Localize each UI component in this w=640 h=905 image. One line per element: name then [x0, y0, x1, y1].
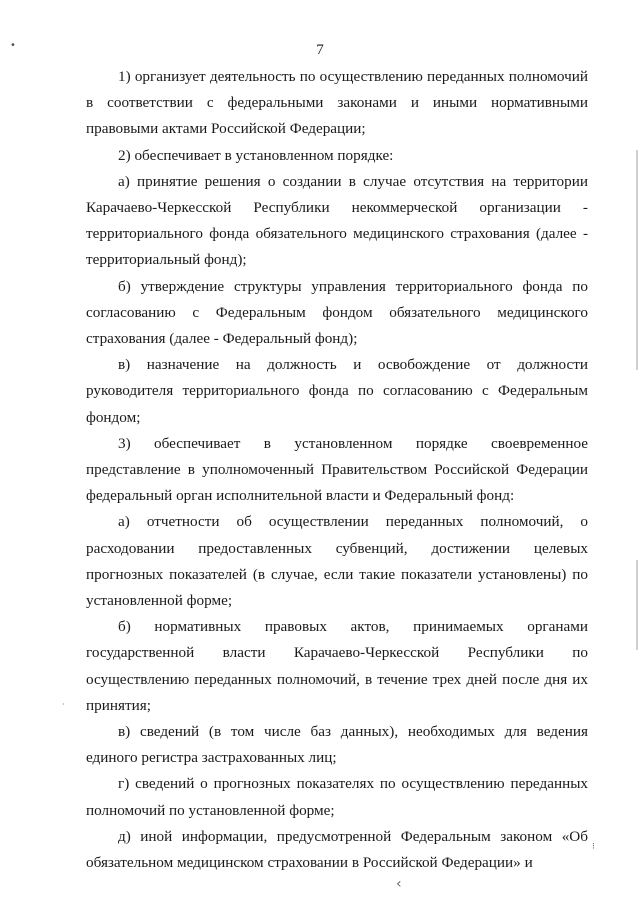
paragraph-subitem-3d: д) иной информации, предусмотренной Федеральным законом «Об обязательном медицинском страховании в Российской Федерации» и — [86, 827, 588, 872]
page-number: 7 — [316, 42, 324, 58]
scan-dot-mark-left: · — [62, 700, 65, 709]
document-body — [86, 64, 588, 876]
page-edge-shadow-lower — [636, 560, 638, 650]
paragraph-subitem-3g: г) сведений о прогнозных показателях по осуществлению переданных полномочий по установленной форме; — [86, 775, 588, 819]
page-edge-shadow — [636, 150, 638, 370]
paragraph-subitem-3b: б) нормативных правовых актов, принимаемых органами государственной власти Карачаево-Черкесской Республики по осуществлению переданных полномочий, в течение трех дней после дня их принятия; — [86, 618, 588, 714]
paragraph-item-2: 2) обеспечивает в установленном порядке: — [118, 146, 394, 164]
paragraph-subitem-3v: в) сведений (в том числе баз данных), необходимых для ведения единого регистра застрахованных лиц; — [86, 723, 588, 767]
paragraph-subitem-2b: б) утверждение структуры управления территориального фонда по согласованию с Федеральным фондом обязательного медицинского страхования (далее - Федеральный фонд); — [86, 277, 588, 348]
paragraph-item-1: 1) организует деятельность по осуществлению переданных полномочий в соответствии с федеральными законами и иными нормативными правовыми актами Российской Федерации; — [86, 68, 588, 138]
scan-dot-mark-right: ⁝ — [592, 842, 595, 852]
paragraph-subitem-3a: а) отчетности об осуществлении переданных полномочий, о расходовании предоставленных субвенций, достижении целевых прогнозных показателей (в случае, если такие показатели установлены) по установленной форме; — [86, 513, 588, 610]
paragraph-subitem-2v: в) назначение на должность и освобождение от должности руководителя территориального фонда по согласованию с Федеральным фондом; — [86, 356, 588, 426]
scan-tick-mark: ‹ — [396, 876, 402, 892]
scan-dot-mark: • — [10, 40, 16, 51]
paragraph-subitem-2a: а) принятие решения о создании в случае отсутствия на территории Карачаево-Черкесской Республики некоммерческой организации - территориального фонда обязательного медицинского страхования (далее - территориальный фонд); — [86, 172, 588, 269]
paragraph-item-3: 3) обеспечивает в установленном порядке своевременное представление в уполномоченный Правительством Российской Федерации федеральный орган исполнительной власти и Федеральный фонд: — [86, 434, 588, 505]
